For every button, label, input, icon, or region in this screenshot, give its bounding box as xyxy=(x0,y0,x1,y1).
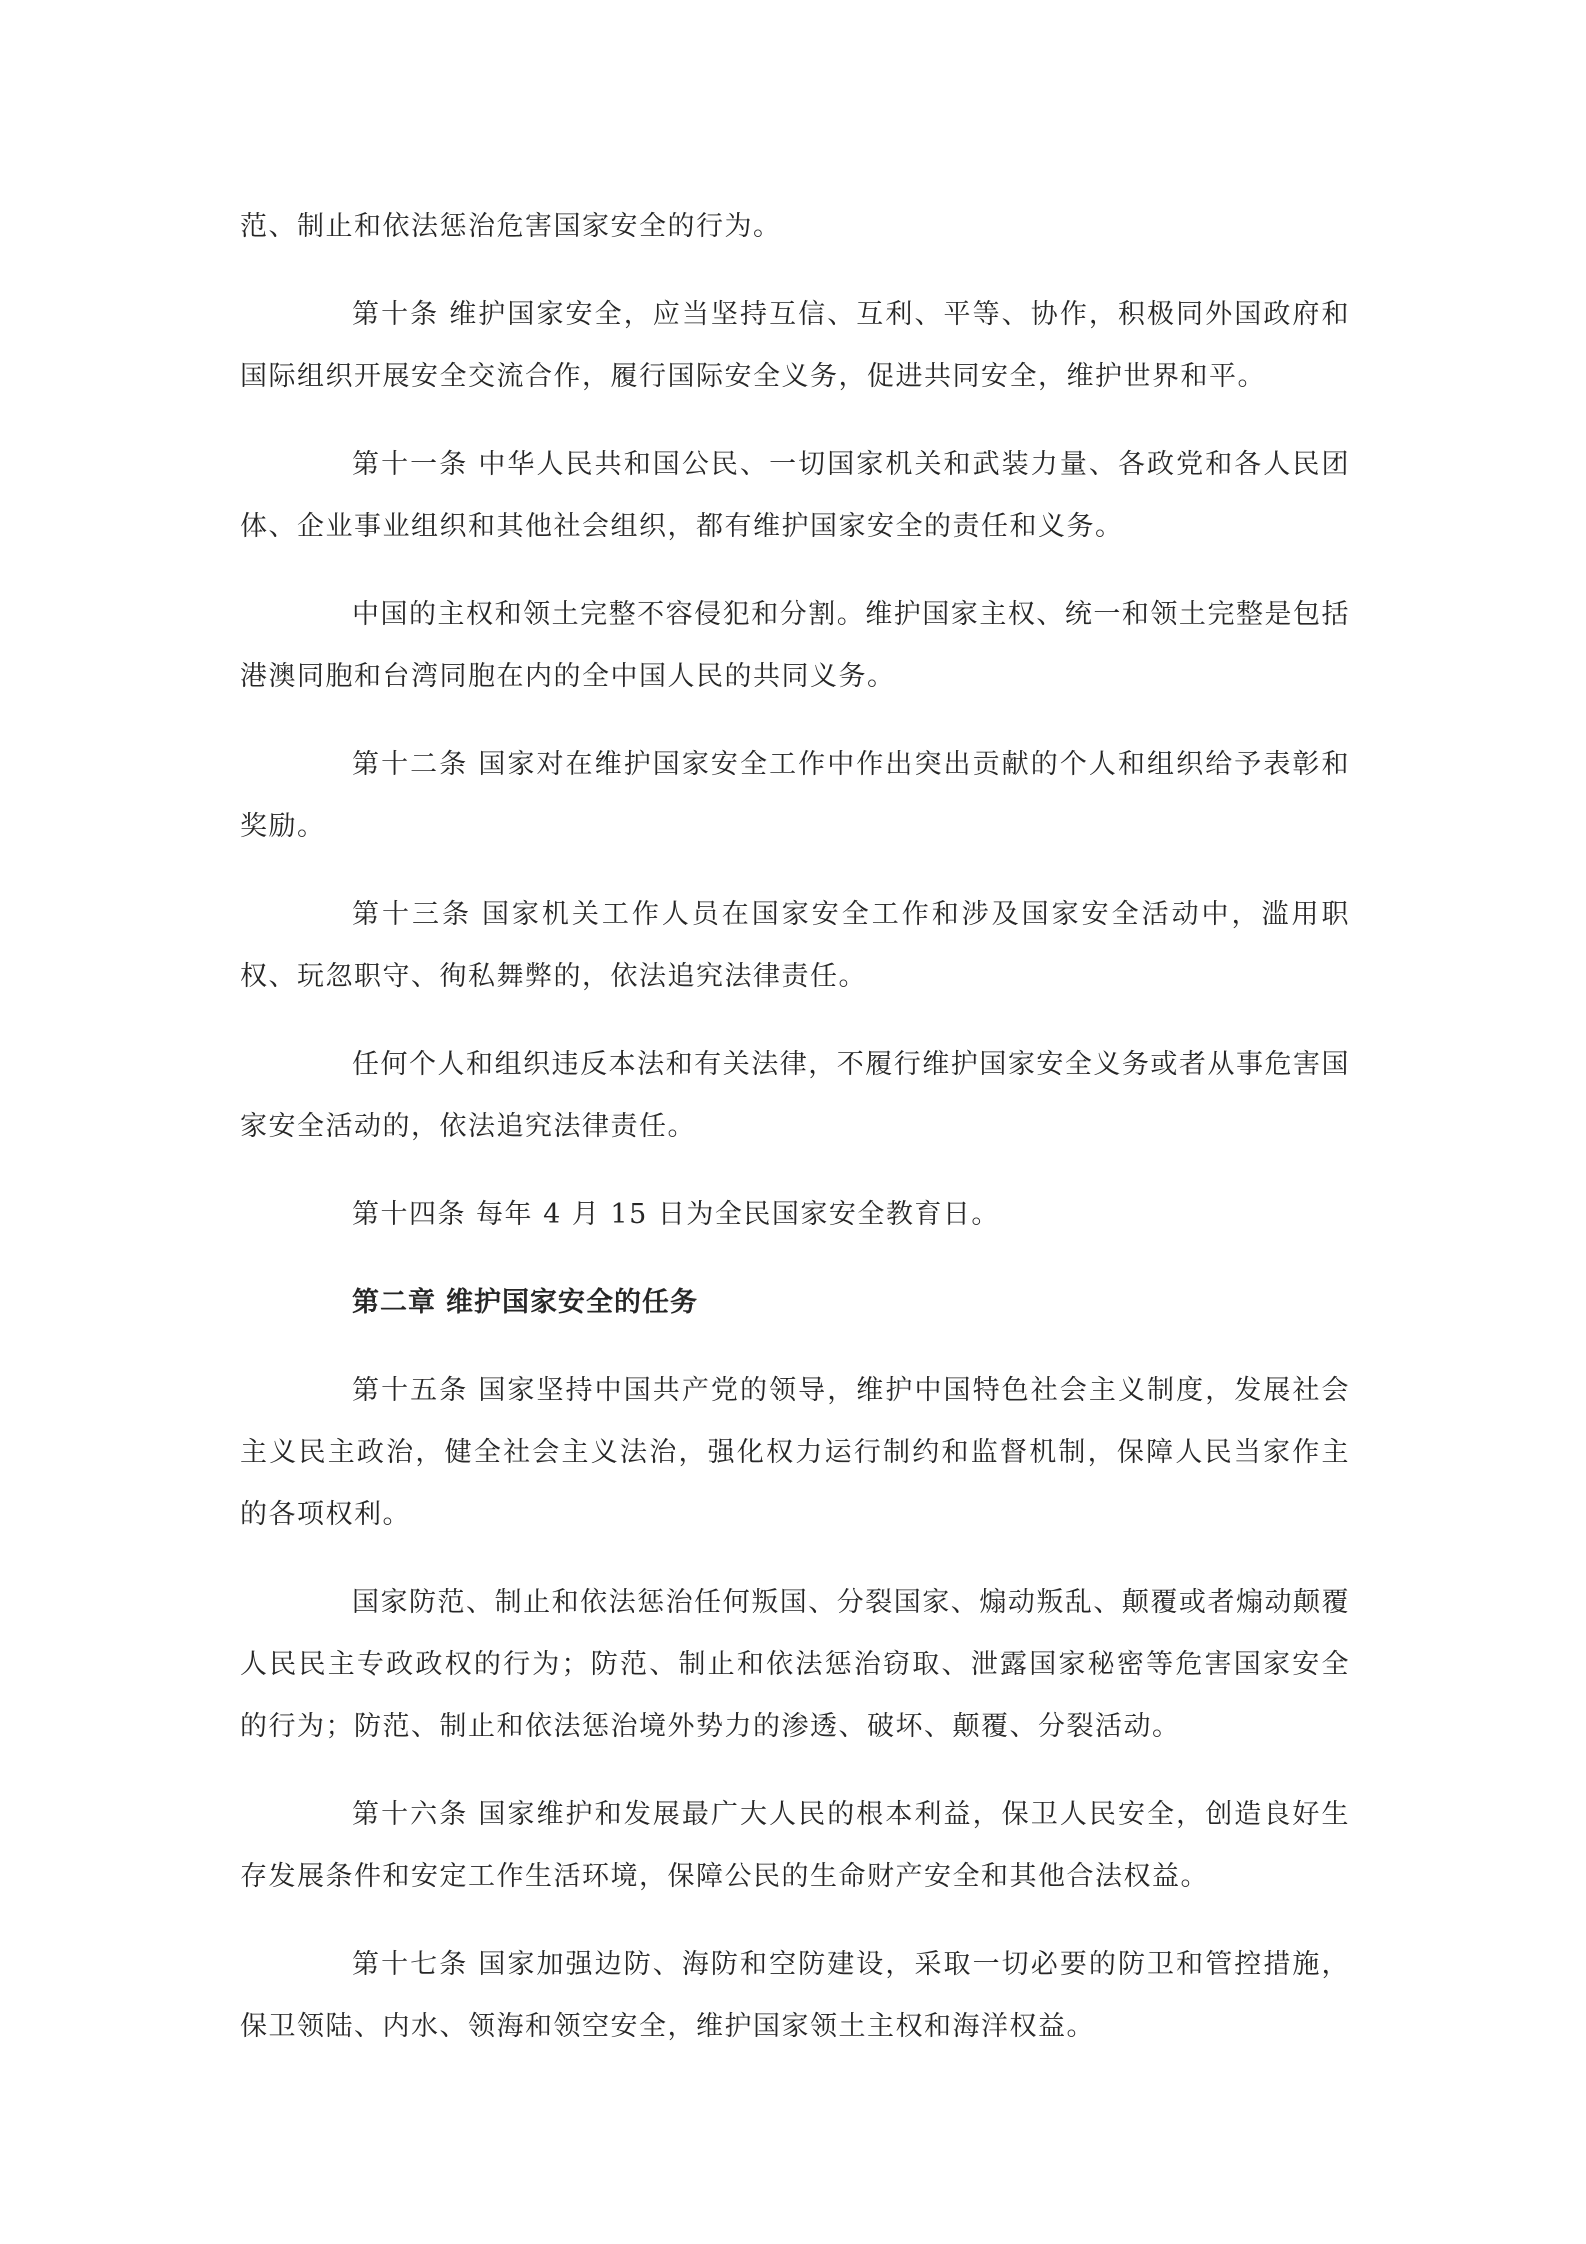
paragraph-text: 范、制止和依法惩治危害国家安全的行为。 xyxy=(240,211,782,242)
article-15 xyxy=(240,1360,1350,1546)
article-text: 国家机关工作人员在国家安全工作和涉及国家安全活动中，滥用职权、玩忽职守、徇私舞弊的，依法追究法律责任。 xyxy=(240,899,1350,992)
paragraph-text: 任何个人和组织违反本法和有关法律，不履行维护国家安全义务或者从事危害国家安全活动的，依法追究法律责任。 xyxy=(240,1049,1350,1142)
paragraph-text: 国家防范、制止和依法惩治任何叛国、分裂国家、煽动叛乱、颠覆或者煽动颠覆人民民主专政政权的行为；防范、制止和依法惩治窃取、泄露国家秘密等危害国家安全的行为；防范、制止和依法惩治境外势力的渗透、破坏、颠覆、分裂活动。 xyxy=(240,1587,1350,1742)
article-text: 每年 4 月 15 日为全民国家安全教育日。 xyxy=(476,1199,1000,1230)
paragraph-text: 中国的主权和领土完整不容侵犯和分割。维护国家主权、统一和领土完整是包括港澳同胞和台湾同胞在内的全中国人民的共同义务。 xyxy=(240,599,1350,692)
article-text: 国家加强边防、海防和空防建设，采取一切必要的防卫和管控措施，保卫领陆、内水、领海和领空安全，维护国家领土主权和海洋权益。 xyxy=(240,1949,1351,2042)
article-label: 第十三条 xyxy=(352,899,472,930)
article-text: 中华人民共和国公民、一切国家机关和武装力量、各政党和各人民团体、企业事业组织和其他社会组织，都有维护国家安全的责任和义务。 xyxy=(240,449,1351,542)
article-label: 第十二条 xyxy=(352,749,469,780)
article-14 xyxy=(240,1184,1350,1246)
document-page xyxy=(240,196,1350,2084)
article-12 xyxy=(240,734,1350,858)
article-label: 第十六条 xyxy=(352,1799,469,1830)
article-17 xyxy=(240,1934,1350,2058)
article-11-clause-2 xyxy=(240,584,1350,708)
article-11 xyxy=(240,434,1350,558)
article-15-clause-2 xyxy=(240,1572,1350,1758)
chapter-title: 维护国家安全的任务 xyxy=(446,1287,698,1318)
chapter-number: 第二章 xyxy=(352,1287,436,1318)
article-13-clause-2 xyxy=(240,1034,1350,1158)
article-label: 第十四条 xyxy=(352,1199,466,1230)
article-text: 维护国家安全，应当坚持互信、互利、平等、协作，积极同外国政府和国际组织开展安全交流合作，履行国际安全义务，促进共同安全，维护世界和平。 xyxy=(240,299,1351,392)
article-10 xyxy=(240,284,1350,408)
article-label: 第十一条 xyxy=(352,449,469,480)
article-text: 国家坚持中国共产党的领导，维护中国特色社会主义制度，发展社会主义民主政治，健全社会主义法治，强化权力运行制约和监督机制，保障人民当家作主的各项权利。 xyxy=(240,1375,1351,1530)
article-label: 第十七条 xyxy=(352,1949,469,1980)
article-label: 第十五条 xyxy=(352,1375,469,1406)
article-text: 国家对在维护国家安全工作中作出突出贡献的个人和组织给予表彰和奖励。 xyxy=(240,749,1351,842)
article-text: 国家维护和发展最广大人民的根本利益，保卫人民安全，创造良好生存发展条件和安定工作生活环境，保障公民的生命财产安全和其他合法权益。 xyxy=(240,1799,1351,1892)
article-13 xyxy=(240,884,1350,1008)
article-16 xyxy=(240,1784,1350,1908)
article-label: 第十条 xyxy=(352,299,440,330)
paragraph-continuation xyxy=(240,196,1350,258)
chapter-heading xyxy=(240,1272,1350,1334)
